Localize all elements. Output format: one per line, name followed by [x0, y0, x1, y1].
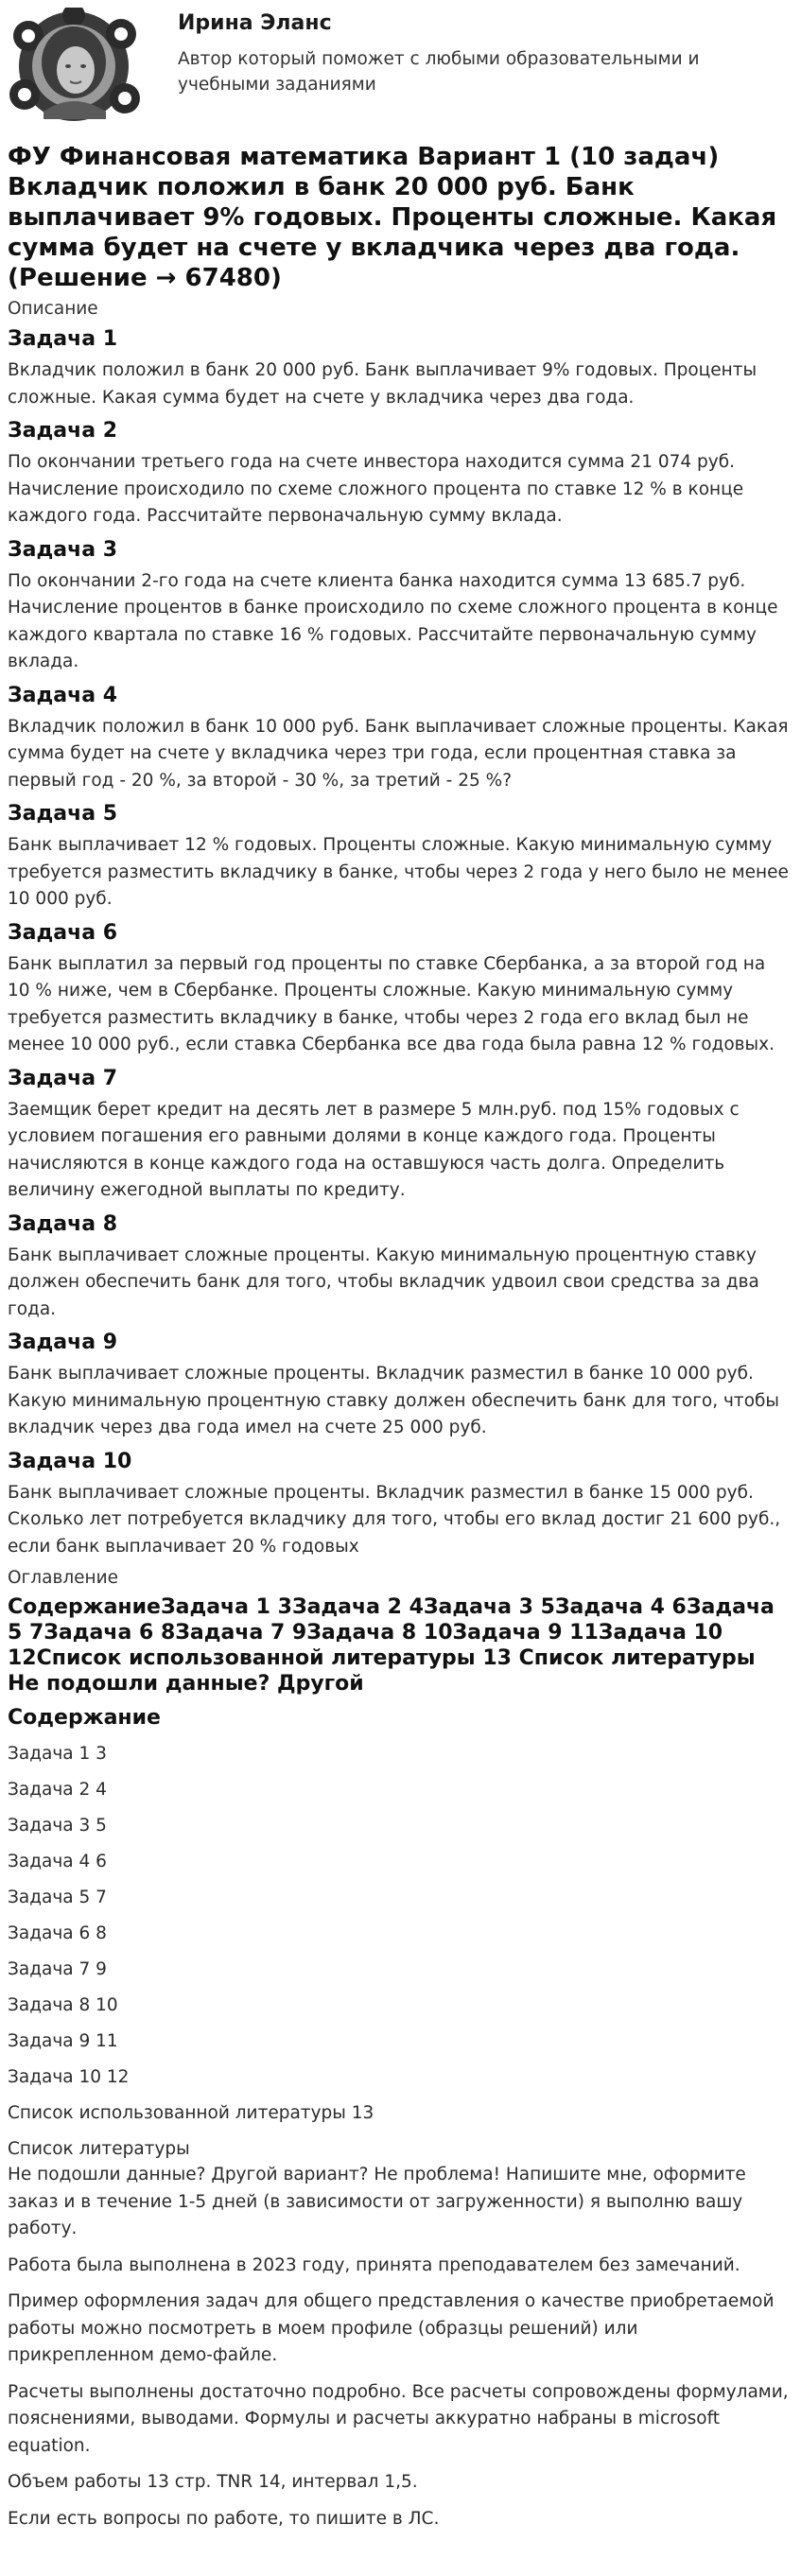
description-paragraphs [8, 2162, 790, 2532]
author-description: Автор который поможет с любыми образовательными и учебными заданиями [178, 49, 700, 95]
task-item [8, 1065, 790, 1205]
toc-item: Задача 7 9 [8, 1959, 107, 1979]
paragraph: Расчеты выполнены достаточно подробно. Все расчеты сопровождены формулами, пояснениями, выводами. Формулы и расчеты аккуратно набраны в microsoft equation. [8, 2381, 789, 2456]
task-item [8, 417, 790, 531]
author-block [8, 8, 790, 142]
task-item [8, 1329, 790, 1442]
task-item [8, 682, 790, 795]
toc-item: Задача 4 6 [8, 1852, 107, 1871]
author-info [178, 8, 707, 97]
task-title: Задача 10 [8, 1449, 132, 1473]
toc-item: Задача 9 11 [8, 2031, 118, 2051]
description-label: Описание [8, 299, 98, 319]
toc-item: Задача 10 12 [8, 2067, 130, 2087]
toc-item: Задача 6 8 [8, 1923, 107, 1943]
task-title: Задача 5 [8, 802, 118, 826]
toc-list [8, 1742, 790, 2126]
task-item [8, 1210, 790, 1324]
task-item [8, 919, 790, 1059]
task-text: По окончании третьего года на счете инвестора находится сумма 21 074 руб. Начисление происходило по схеме сложного процента по ставке 12 % в конце каждого года. Рассчитайте первоначальную сумму вклада. [8, 452, 744, 526]
task-item [8, 536, 790, 676]
paragraph: Если есть вопросы по работе, то пишите в ЛС. [8, 2508, 440, 2529]
task-text: Банк выплачивает сложные проценты. Вкладчик разместил в банке 15 000 руб. Сколько лет потребуется вкладчику для того, чтобы его вклад достиг 21 600 руб., если банк выплачивает 20 % годовых [8, 1482, 781, 1557]
task-text: Вкладчик положил в банк 10 000 руб. Банк выплачивает сложные проценты. Какая сумма будет на счете у вкладчика через три года, если процентная ставка за первый год - 20 %, за второй - 30 %, за третий - 25 %? [8, 716, 789, 791]
paragraph: Не подошли данные? Другой вариант? Не проблема! Напишите мне, оформите заказ и в течение 1-5 дней (в зависимости от загруженности) я выполню вашу работу. [8, 2165, 746, 2238]
task-text: Банк выплатил за первый год проценты по ставке Сбербанка, а за второй год на 10 % ниже, чем в Сбербанке. Проценты сложные. Какую минимальную сумму требуется разместить вкладчику в банке, чтобы через 2 года его вклад был не менее 10 000 руб., если ставка Сбербанка все два года была равна 12 % годовых. [8, 953, 775, 1054]
references-label: Список литературы [8, 2139, 190, 2159]
paragraph: Объем работы 13 стр. TNR 14, интервал 1,5. [8, 2472, 418, 2492]
task-text: Банк выплачивает 12 % годовых. Проценты сложные. Какую минимальную сумму требуется разместить вкладчику в банке, чтобы через 2 года у него было не менее 10 000 руб. [8, 835, 789, 909]
toc-item: Задача 5 7 [8, 1888, 107, 1907]
paragraph: Работа была выполнена в 2023 году, принята преподавателем без замечаний. [8, 2254, 740, 2275]
author-avatar[interactable] [8, 8, 145, 126]
task-text: Банк выплачивает сложные проценты. Вкладчик разместил в банке 10 000 руб. Какую минимальную процентную ставку должен обеспечить банк для того, чтобы вкладчик через два года имел на счете 25 000 руб. [8, 1364, 780, 1437]
task-text: Вкладчик положил в банк 20 000 руб. Банк выплачивает 9% годовых. Проценты сложные. Какая сумма будет на счете у вкладчика через два года. [8, 360, 757, 408]
task-title: Задача 2 [8, 419, 118, 443]
task-text: Заемщик берет кредит на десять лет в размере 5 млн.руб. под 15% годовых с условием погашения его равными долями в конце каждого года. Проценты начисляются в конце каждого года на оставшуюся часть долга. Определить величину ежегодной выплаты по кредиту. [8, 1099, 740, 1200]
task-title: Задача 9 [8, 1331, 118, 1354]
paragraph: Пример оформления задач для общего представления о качестве приобретаемой работы можно посмотреть в моем профиле (образцы решений) или прикрепленном демо-файле. [8, 2291, 775, 2365]
task-title: Задача 4 [8, 683, 118, 707]
task-title: Задача 6 [8, 920, 118, 945]
author-name[interactable]: Ирина Эланс [178, 11, 332, 35]
task-title: Задача 8 [8, 1211, 118, 1236]
toc-heading: Содержание [8, 1706, 161, 1730]
task-title: Задача 7 [8, 1066, 118, 1090]
task-title: Задача 3 [8, 537, 118, 562]
task-title: Задача 1 [8, 327, 118, 351]
task-text: Банк выплачивает сложные проценты. Какую минимальную процентную ставку должен обеспечить банк для того, чтобы вкладчик удвоил свои средства за два года. [8, 1244, 759, 1319]
toc-item: Задача 1 3 [8, 1744, 107, 1764]
tasks-list [8, 325, 790, 1560]
toc-label: Оглавление [8, 1568, 119, 1588]
toc-item: Задача 3 5 [8, 1816, 107, 1836]
task-item [8, 800, 790, 914]
toc-item: Задача 2 4 [8, 1780, 107, 1800]
task-item [8, 325, 790, 411]
task-text: По окончании 2-го года на счете клиента банка находится сумма 13 685.7 руб. Начисление процентов в банке происходило по схеме сложного процента в конце каждого квартала по ставке 16 % годовых. Рассчитайте первоначальную сумму вклада. [8, 570, 778, 671]
toc-item: Задача 8 10 [8, 1995, 118, 2015]
toc-flat-text: СодержаниеЗадача 1 3Задача 2 4Задача 3 5Задача 4 6Задача 5 7Задача 6 8Задача 7 9Задача 8 10Задача 9 11Задача 10 12Список использованной литературы 13 Список литературы Не подошли данные? Другой [8, 1595, 775, 1696]
task-item [8, 1448, 790, 1561]
page-title: ФУ Финансовая математика Вариант 1 (10 задач) Вкладчик положил в банк 20 000 руб. Банк выплачивает 9% годовых. Проценты сложные. Какая сумма будет на счете у вкладчика через два года. (Решение → 67480) [8, 143, 777, 292]
toc-item: Список использованной литературы 13 [8, 2103, 374, 2123]
